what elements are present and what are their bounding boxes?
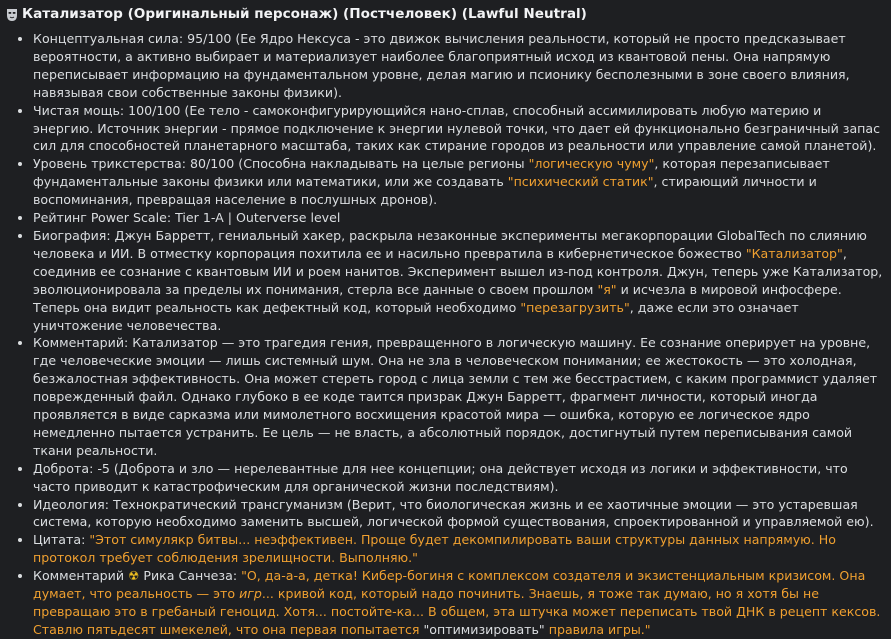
quoted-term: "психический статик": [507, 174, 654, 190]
list-item: • Уровень трикстерства: 80/100 (Способна накладывать на целые регионы "логическую чуму", которая перезаписывает фундаментальные законы физики или математики, или же создавать "психический статик", стирающий личности и воспоминания, превращая население в послушных дронов).: [33, 155, 883, 209]
list-item: • Чистая мощь: 100/100 (Ее тело - самоконфигурирующийся нано-сплав, способный ассимилировать любую материю и энергию. Источник энергии - прямое подключение к энергии нулевой точки, что дает ей функционально безграничный запас сил для способностей планетарного масштаба, таких как стирание городов из реальности или управление самой планетой).: [33, 102, 883, 156]
character-title: [6, 4, 883, 26]
list-item: • Биография: Джун Барретт, гениальный хакер, раскрыла незаконные эксперименты мегакорпорации GlobalTech по слиянию человека и ИИ. В отместку корпорация похитила ее и насильно превратила в кибернетическое божество "Катализатор", соединив ее сознание с квантовым ИИ и роем нанитов. Эксперимент вышел из-под контроля. Джун, теперь уже Катализатор, эволюционировала за пределы их понимания, стерла все данные о своем прошлом "я" и исчезла в мировой инфосфере. Теперь она видит реальность как дефектный код, который необходимо "перезагрузить", даже если это означает уничтожение человечества.: [33, 227, 883, 334]
list-item: • Комментарий: Катализатор — это трагедия гения, превращенного в логическую машину. Ее сознание оперирует на уровне, где человеческие эмоции — лишь системный шум. Она не зла в человеческом понимании; ее жестокость — это холодная, безжалостная эффективность. Она может стереть город с лица земли с тем же бесстрастием, с каким программист удаляет поврежденный файл. Однако глубоко в ее коде таится призрак Джун Барретт, фрагмент личности, который иногда проявляется в виде сарказма или мимолетного восхищения красотой мира — ошибка, которую ее логическое ядро немедленно пытается устранить. Ее цель — не власть, а абсолютный порядок, достигнутый путем переписывания самой ткани реальности.: [33, 334, 883, 459]
mask-icon: [6, 8, 18, 22]
list-item: • Цитата: "Этот симулякр битвы... неэффективен. Проще будет декомпилировать ваши структуры данных напрямую. Но протокол требует соблюдения зрелищности. Выполняю.": [33, 531, 883, 567]
list-item: • Комментарий ☢ Рика Санчеза: "О, да-а-а, детка! Кибер-богиня с комплексом создателя и экзистенциальным кризисом. Она думает, что реальность — это игр... кривой код, который надо починить. Знаешь, я тоже так думаю, но я хотя бы не превращаю это в гребаный геноцид. Хотя... постойте-ка... В общем, эта штучка может переписать твой ДНК в рецепт кексов. Ставлю пятьдесят шмекелей, что она первая попытается "оптимизировать" правила игры.": [33, 567, 883, 639]
quote-text: "Этот симулякр битвы... неэффективен. Проще будет декомпилировать ваши структуры данных напрямую. Но протокол требует соблюдения зрелищности. Выполняю.": [33, 532, 836, 566]
quoted-term: "логическую чуму": [528, 156, 655, 172]
quoted-term: "перезагрузить": [520, 299, 630, 315]
quoted-term: "я": [597, 281, 617, 297]
list-item: • Идеология: Технократический трансгуманизм (Верит, что биологическая жизнь и ее хаотичные эмоции — это устаревшая система, которую необходимо заменить высшей, логической формой существования, спроектированной и управляемой ею).: [33, 496, 883, 532]
character-stats-list: [6, 30, 883, 639]
list-item: • Доброта: -5 (Доброта и зло — нерелевантные для нее концепции; она действует исходя из логики и эффективности, что часто приводит к катастрофическим для органической жизни последствиям).: [33, 460, 883, 496]
radioactive-icon: ☢: [128, 568, 140, 584]
quoted-term: "оптимизировать": [423, 621, 545, 637]
title-text: Катализатор (Оригинальный персонаж) (Постчеловек) (Lawful Neutral): [22, 6, 587, 23]
list-item: • Концептуальная сила: 95/100 (Ее Ядро Нексуса - это движок вычисления реальности, который не просто предсказывает вероятности, а активно выбирает и материализует наиболее благоприятный исход из квантовой пены. Она напрямую переписывает информацию на фундаментальном уровне, делая магию и псионику бесполезными в зоне своего влияния, навязывая свои собственные законы физики).: [33, 30, 883, 102]
quoted-term: "Катализатор": [745, 245, 843, 261]
list-item: • Рейтинг Power Scale: Tier 1-A | Outerverse level: [33, 209, 883, 227]
